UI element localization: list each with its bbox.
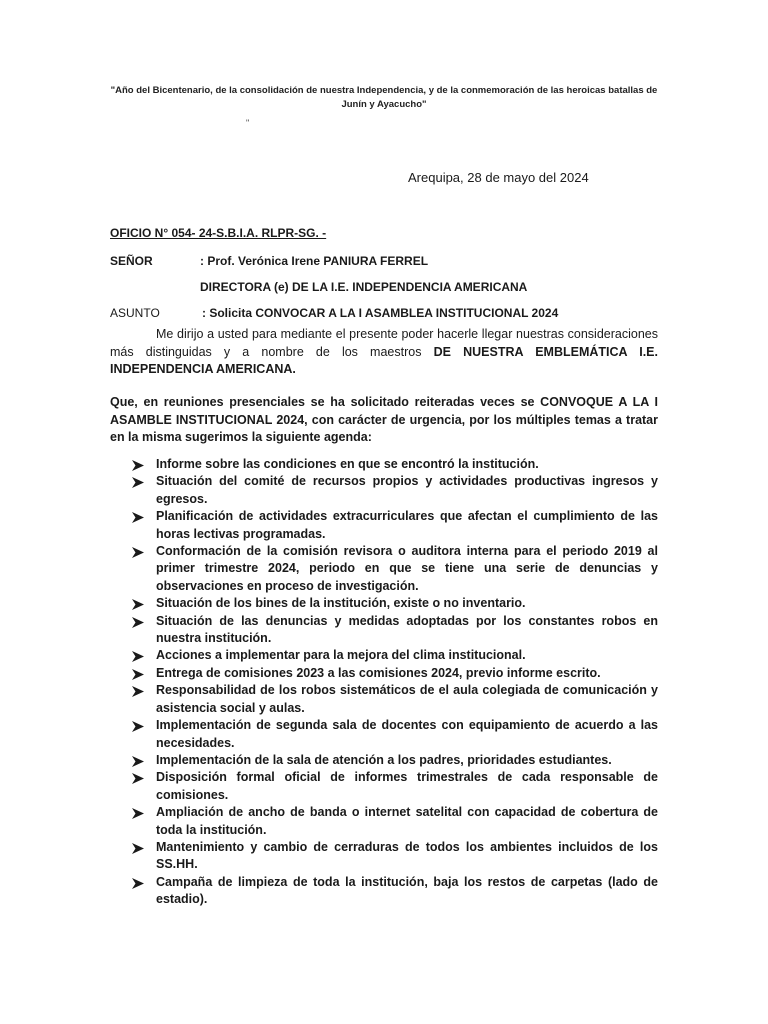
arrow-bullet-icon	[132, 651, 144, 662]
date-line: Arequipa, 28 de mayo del 2024	[408, 170, 589, 185]
agenda-item	[110, 647, 658, 664]
intro-paragraph	[110, 326, 658, 379]
arrow-bullet-icon	[132, 686, 144, 697]
intro-text: Me dirijo a usted para mediante el presente poder hacerle llegar nuestras consideraciones más distinguidas y a nombre de los maestros	[110, 327, 658, 359]
agenda-item-text: Campaña de limpieza de toda la institución, baja los restos de carpetas (lado de estadio).	[156, 874, 658, 907]
subject-value: : Solicita CONVOCAR A LA I ASAMBLEA INSTITUCIONAL 2024	[202, 306, 559, 320]
agenda-item-text: Implementación de la sala de atención a los padres, prioridades estudiantes.	[156, 752, 612, 767]
recipient-label: SEÑOR	[110, 254, 153, 268]
agenda-item-text: Implementación de segunda sala de docentes con equipamiento de acuerdo a las necesidades.	[156, 718, 658, 750]
arrow-bullet-icon	[132, 512, 144, 523]
agenda-item-text: Situación del comité de recursos propios y actividades productivas ingresos y egresos.	[156, 474, 658, 506]
agenda-item	[110, 473, 658, 508]
agenda-item-text: Informe sobre las condiciones en que se encontró la institución.	[156, 457, 539, 471]
subject-label: ASUNTO	[110, 306, 160, 320]
agenda-item-text: Responsabilidad de los robos sistemáticos de el aula colegiada de comunicación y asistencia social y aulas.	[156, 683, 658, 715]
agenda-item-text: Ampliación de ancho de banda o internet satelital con capacidad de cobertura de toda la institución.	[156, 805, 658, 837]
agenda-item-text: Acciones a implementar para la mejora del clima institucional.	[156, 648, 526, 663]
arrow-bullet-icon	[132, 547, 144, 558]
arrow-bullet-icon	[132, 617, 144, 628]
arrow-bullet-icon	[132, 843, 144, 854]
agenda-list	[110, 456, 658, 909]
year-motto: "Año del Bicentenario, de la consolidación de nuestra Independencia, y de la conmemoración de las heroicas batallas de Junín y Ayacucho"	[110, 85, 658, 110]
agenda-item-text: Mantenimiento y cambio de cerraduras de todos los ambientes incluidos de los SS.HH.	[156, 839, 658, 872]
arrow-bullet-icon	[132, 460, 144, 471]
agenda-item-text: Situación de las denuncias y medidas adoptadas por los constantes robos en nuestra institución.	[156, 613, 658, 646]
agenda-item-text: Planificación de actividades extracurriculares que afectan el cumplimiento de las horas lectivas programadas.	[156, 509, 658, 541]
arrow-bullet-icon	[132, 878, 144, 889]
recipient-name: : Prof. Verónica Irene PANIURA FERREL	[200, 254, 429, 268]
que-paragraph: Que, en reuniones presenciales se ha solicitado reiteradas veces se CONVOQUE A LA I ASAMBLE INSTITUCIONAL 2024, con carácter de urgencia, por los múltiples temas a tratar en la misma sugerimos la siguiente agenda:	[110, 395, 658, 444]
agenda-item-text: Conformación de la comisión revisora o auditora interna para el periodo 2019 al primer trimestre 2024, periodo en que se tiene una serie de denuncias y observaciones en proceso de investigación.	[156, 544, 658, 593]
arrow-bullet-icon	[132, 669, 144, 680]
arrow-bullet-icon	[132, 773, 144, 784]
agenda-item	[110, 804, 658, 839]
agenda-item-text: Situación de los bines de la institución, existe o no inventario.	[156, 596, 526, 611]
arrow-bullet-icon	[132, 721, 144, 732]
recipient-title: DIRECTORA (e) DE LA I.E. INDEPENDENCIA AMERICANA	[200, 280, 528, 294]
arrow-bullet-icon	[132, 808, 144, 819]
agenda-item	[110, 665, 658, 682]
agenda-item	[110, 839, 658, 874]
agenda-item-text: Entrega de comisiones 2023 a las comisiones 2024, previo informe escrito.	[156, 665, 601, 680]
oficio-number: OFICIO N° 054- 24-S.B.I.A. RLPR-SG. -	[110, 226, 327, 240]
motto-quote-mark: "	[246, 118, 250, 128]
agenda-item	[110, 456, 658, 473]
arrow-bullet-icon	[132, 477, 144, 488]
arrow-bullet-icon	[132, 756, 144, 767]
arrow-bullet-icon	[132, 599, 144, 610]
agenda-item	[110, 769, 658, 804]
agenda-item	[110, 595, 658, 612]
agenda-item	[110, 682, 658, 717]
agenda-item-text: Disposición formal oficial de informes trimestrales de cada responsable de comisiones.	[156, 770, 658, 802]
agenda-item	[110, 543, 658, 595]
agenda-item	[110, 717, 658, 752]
agenda-item	[110, 874, 658, 909]
agenda-item	[110, 613, 658, 648]
agenda-item	[110, 508, 658, 543]
agenda-item	[110, 752, 658, 769]
intro-bold-text: DE NUESTRA EMBLEMÁTICA I.E. INDEPENDENCIA AMERICANA.	[110, 344, 658, 376]
